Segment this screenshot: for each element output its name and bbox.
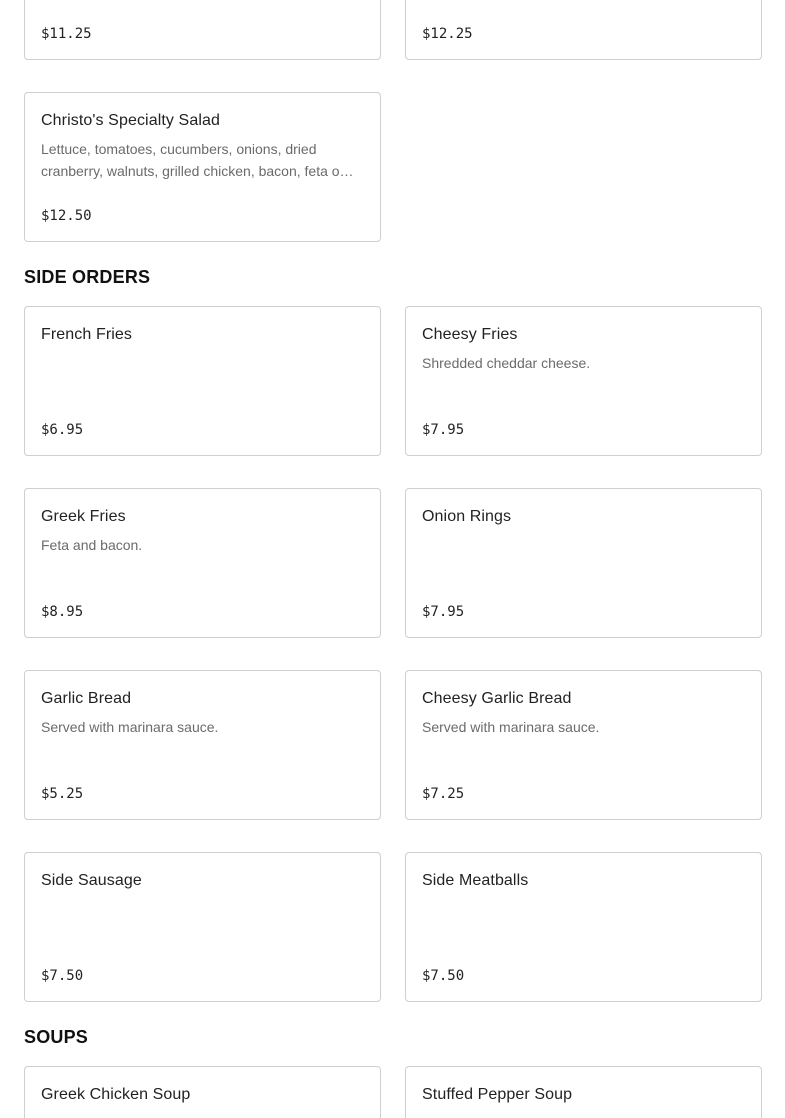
item-name: Stuffed Pepper Soup: [422, 1086, 573, 1103]
menu-item-card[interactable]: [24, 306, 381, 456]
item-name: Cheesy Garlic Bread: [422, 690, 572, 707]
section-title-soups: SOUPS: [24, 1027, 89, 1047]
menu-item-card[interactable]: [24, 1066, 381, 1118]
item-name: Garlic Bread: [41, 690, 132, 707]
menu-item-card[interactable]: [24, 488, 381, 638]
item-name: Christo's Specialty Salad: [41, 112, 220, 129]
item-name: Greek Chicken Soup: [41, 1086, 191, 1103]
item-description: Lettuce, tomatoes, cucumbers, onions, dried cranberry, walnuts, grilled chicken, bacon, feta o…: [41, 141, 354, 179]
item-name: Side Meatballs: [422, 872, 529, 889]
item-price: $11.25: [41, 26, 92, 42]
menu-item-card[interactable]: [24, 852, 381, 1002]
menu-item-card[interactable]: [405, 488, 762, 638]
item-description: Feta and bacon.: [41, 537, 143, 553]
item-name: Cheesy Fries: [422, 326, 518, 343]
menu-item-card[interactable]: [24, 92, 381, 242]
item-price: $7.50: [41, 968, 84, 984]
item-price: $7.95: [422, 422, 465, 438]
menu-item-card[interactable]: [405, 306, 762, 456]
item-price: $7.25: [422, 786, 465, 802]
item-price: $8.95: [41, 604, 84, 620]
item-description: Served with marinara sauce.: [422, 719, 600, 735]
item-price: $6.95: [41, 422, 84, 438]
item-name: French Fries: [41, 326, 132, 343]
menu-item-card[interactable]: [405, 670, 762, 820]
menu-item-card[interactable]: [24, 670, 381, 820]
item-name: Greek Fries: [41, 508, 126, 525]
item-price: $12.50: [41, 208, 92, 224]
item-name: Side Sausage: [41, 872, 142, 889]
item-description: Served with marinara sauce.: [41, 719, 219, 735]
menu-item-card[interactable]: [24, 0, 381, 60]
item-name: Onion Rings: [422, 508, 512, 525]
item-price: $5.25: [41, 786, 84, 802]
item-price: $12.25: [422, 26, 473, 42]
item-description: Shredded cheddar cheese.: [422, 355, 591, 371]
section-title-side-orders: SIDE ORDERS: [24, 267, 151, 287]
menu-item-card[interactable]: [405, 0, 762, 60]
item-price: $7.95: [422, 604, 465, 620]
menu-item-card[interactable]: [405, 1066, 762, 1118]
menu-item-card[interactable]: [405, 852, 762, 1002]
item-price: $7.50: [422, 968, 465, 984]
